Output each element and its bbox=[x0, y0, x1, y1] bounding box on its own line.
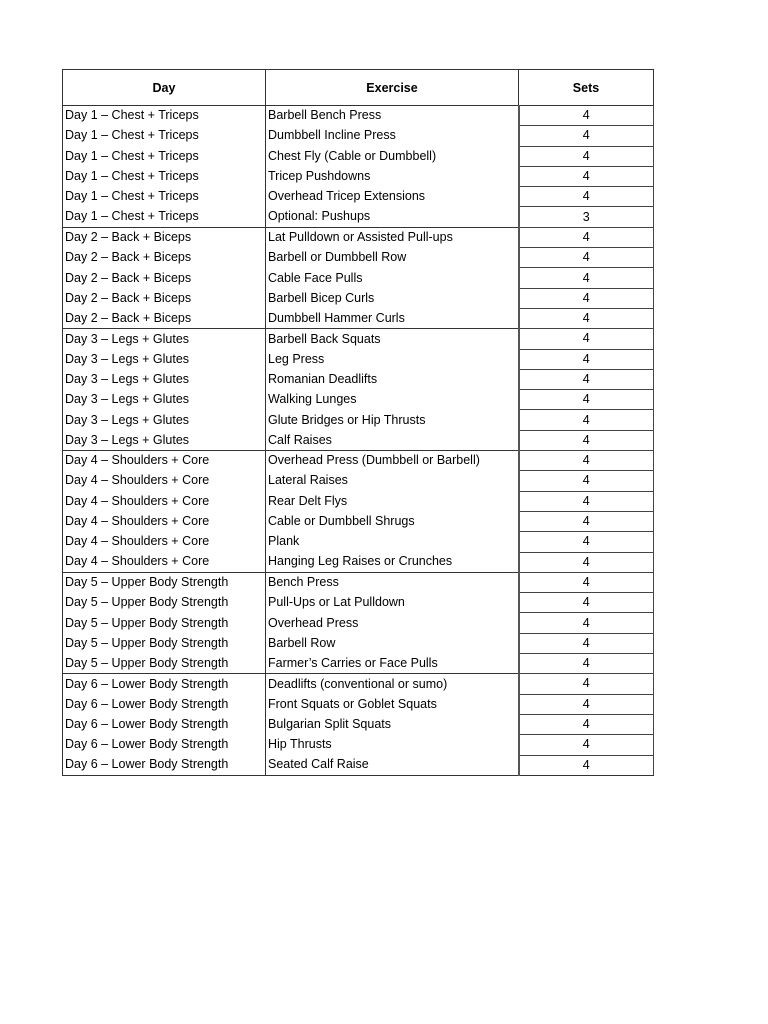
sets-cell: 4 bbox=[519, 593, 654, 613]
day-cell: Day 6 – Lower Body Strength bbox=[63, 755, 266, 775]
exercise-cell: Bulgarian Split Squats bbox=[266, 714, 519, 734]
day-cell: Day 4 – Shoulders + Core bbox=[63, 532, 266, 552]
table-row bbox=[63, 146, 654, 166]
table-row bbox=[63, 390, 654, 410]
day-cell: Day 1 – Chest + Triceps bbox=[63, 207, 266, 227]
exercise-cell: Calf Raises bbox=[266, 430, 519, 450]
sets-cell: 4 bbox=[519, 714, 654, 734]
exercise-cell: Barbell Bicep Curls bbox=[266, 288, 519, 308]
sets-cell: 4 bbox=[519, 146, 654, 166]
day-cell: Day 4 – Shoulders + Core bbox=[63, 451, 266, 471]
day-cell: Day 5 – Upper Body Strength bbox=[63, 633, 266, 653]
table-row bbox=[63, 106, 654, 126]
exercise-cell: Hip Thrusts bbox=[266, 735, 519, 755]
day-cell: Day 1 – Chest + Triceps bbox=[63, 106, 266, 126]
table-row bbox=[63, 166, 654, 186]
exercise-cell: Tricep Pushdowns bbox=[266, 166, 519, 186]
table-row bbox=[63, 471, 654, 491]
day-cell: Day 2 – Back + Biceps bbox=[63, 227, 266, 247]
day-cell: Day 2 – Back + Biceps bbox=[63, 268, 266, 288]
sets-cell: 4 bbox=[519, 329, 654, 349]
day-cell: Day 5 – Upper Body Strength bbox=[63, 593, 266, 613]
table-row bbox=[63, 714, 654, 734]
sets-cell: 4 bbox=[519, 552, 654, 572]
exercise-cell: Romanian Deadlifts bbox=[266, 369, 519, 389]
day-cell: Day 6 – Lower Body Strength bbox=[63, 694, 266, 714]
sets-cell: 4 bbox=[519, 369, 654, 389]
sets-cell: 4 bbox=[519, 248, 654, 268]
exercise-cell: Dumbbell Hammer Curls bbox=[266, 308, 519, 328]
table-row bbox=[63, 227, 654, 247]
day-cell: Day 6 – Lower Body Strength bbox=[63, 735, 266, 755]
table-row bbox=[63, 613, 654, 633]
exercise-cell: Leg Press bbox=[266, 349, 519, 369]
day-cell: Day 3 – Legs + Glutes bbox=[63, 430, 266, 450]
table-row bbox=[63, 572, 654, 592]
exercise-cell: Cable Face Pulls bbox=[266, 268, 519, 288]
table-row bbox=[63, 248, 654, 268]
table-row bbox=[63, 207, 654, 227]
exercise-cell: Barbell Back Squats bbox=[266, 329, 519, 349]
day-cell: Day 4 – Shoulders + Core bbox=[63, 511, 266, 531]
sets-cell: 4 bbox=[519, 755, 654, 775]
header-row bbox=[63, 70, 654, 106]
sets-cell: 4 bbox=[519, 491, 654, 511]
sets-cell: 4 bbox=[519, 511, 654, 531]
day-cell: Day 2 – Back + Biceps bbox=[63, 248, 266, 268]
exercise-cell: Dumbbell Incline Press bbox=[266, 126, 519, 146]
table-row bbox=[63, 593, 654, 613]
sets-cell: 4 bbox=[519, 187, 654, 207]
exercise-cell: Farmer’s Carries or Face Pulls bbox=[266, 654, 519, 674]
exercise-cell: Cable or Dumbbell Shrugs bbox=[266, 511, 519, 531]
exercise-cell: Bench Press bbox=[266, 572, 519, 592]
day-cell: Day 3 – Legs + Glutes bbox=[63, 390, 266, 410]
sets-cell: 4 bbox=[519, 451, 654, 471]
exercise-cell: Barbell Bench Press bbox=[266, 106, 519, 126]
sets-cell: 4 bbox=[519, 572, 654, 592]
exercise-cell: Pull-Ups or Lat Pulldown bbox=[266, 593, 519, 613]
sets-cell: 4 bbox=[519, 694, 654, 714]
day-cell: Day 1 – Chest + Triceps bbox=[63, 166, 266, 186]
sets-cell: 4 bbox=[519, 126, 654, 146]
sets-cell: 4 bbox=[519, 390, 654, 410]
table-row bbox=[63, 410, 654, 430]
table-row bbox=[63, 430, 654, 450]
sets-cell: 4 bbox=[519, 349, 654, 369]
table-row bbox=[63, 491, 654, 511]
sets-cell: 4 bbox=[519, 430, 654, 450]
table-row bbox=[63, 268, 654, 288]
sets-cell: 4 bbox=[519, 532, 654, 552]
sets-cell: 4 bbox=[519, 166, 654, 186]
header-exercise: Exercise bbox=[266, 70, 519, 106]
table-row bbox=[63, 126, 654, 146]
header-sets: Sets bbox=[519, 70, 654, 106]
sets-cell: 4 bbox=[519, 268, 654, 288]
day-cell: Day 1 – Chest + Triceps bbox=[63, 187, 266, 207]
day-cell: Day 2 – Back + Biceps bbox=[63, 288, 266, 308]
day-cell: Day 3 – Legs + Glutes bbox=[63, 349, 266, 369]
table-row bbox=[63, 369, 654, 389]
sets-cell: 4 bbox=[519, 308, 654, 328]
day-cell: Day 3 – Legs + Glutes bbox=[63, 410, 266, 430]
sets-cell: 4 bbox=[519, 288, 654, 308]
day-cell: Day 4 – Shoulders + Core bbox=[63, 491, 266, 511]
exercise-cell: Walking Lunges bbox=[266, 390, 519, 410]
table-row bbox=[63, 654, 654, 674]
day-cell: Day 1 – Chest + Triceps bbox=[63, 126, 266, 146]
exercise-cell: Optional: Pushups bbox=[266, 207, 519, 227]
sets-cell: 4 bbox=[519, 654, 654, 674]
day-cell: Day 1 – Chest + Triceps bbox=[63, 146, 266, 166]
day-cell: Day 4 – Shoulders + Core bbox=[63, 552, 266, 572]
header-day: Day bbox=[63, 70, 266, 106]
exercise-cell: Lat Pulldown or Assisted Pull-ups bbox=[266, 227, 519, 247]
table-row bbox=[63, 308, 654, 328]
exercise-cell: Barbell or Dumbbell Row bbox=[266, 248, 519, 268]
sets-cell: 4 bbox=[519, 227, 654, 247]
day-cell: Day 5 – Upper Body Strength bbox=[63, 613, 266, 633]
day-cell: Day 6 – Lower Body Strength bbox=[63, 714, 266, 734]
exercise-cell: Overhead Press (Dumbbell or Barbell) bbox=[266, 451, 519, 471]
exercise-cell: Glute Bridges or Hip Thrusts bbox=[266, 410, 519, 430]
exercise-cell: Seated Calf Raise bbox=[266, 755, 519, 775]
table-body bbox=[63, 106, 654, 776]
exercise-cell: Front Squats or Goblet Squats bbox=[266, 694, 519, 714]
table-row bbox=[63, 755, 654, 775]
table-row bbox=[63, 633, 654, 653]
day-cell: Day 3 – Legs + Glutes bbox=[63, 329, 266, 349]
exercise-cell: Deadlifts (conventional or sumo) bbox=[266, 674, 519, 694]
sets-cell: 4 bbox=[519, 613, 654, 633]
table-row bbox=[63, 735, 654, 755]
table-row bbox=[63, 187, 654, 207]
day-cell: Day 3 – Legs + Glutes bbox=[63, 369, 266, 389]
exercise-cell: Plank bbox=[266, 532, 519, 552]
day-cell: Day 2 – Back + Biceps bbox=[63, 308, 266, 328]
exercise-cell: Hanging Leg Raises or Crunches bbox=[266, 552, 519, 572]
exercise-cell: Overhead Press bbox=[266, 613, 519, 633]
exercise-cell: Barbell Row bbox=[266, 633, 519, 653]
exercise-cell: Rear Delt Flys bbox=[266, 491, 519, 511]
workout-table-container bbox=[62, 69, 653, 776]
exercise-cell: Overhead Tricep Extensions bbox=[266, 187, 519, 207]
sets-cell: 4 bbox=[519, 410, 654, 430]
sets-cell: 4 bbox=[519, 106, 654, 126]
table-row bbox=[63, 349, 654, 369]
table-row bbox=[63, 288, 654, 308]
sets-cell: 4 bbox=[519, 633, 654, 653]
day-cell: Day 5 – Upper Body Strength bbox=[63, 654, 266, 674]
table-row bbox=[63, 694, 654, 714]
table-row bbox=[63, 511, 654, 531]
table-row bbox=[63, 451, 654, 471]
sets-cell: 4 bbox=[519, 735, 654, 755]
day-cell: Day 6 – Lower Body Strength bbox=[63, 674, 266, 694]
exercise-cell: Lateral Raises bbox=[266, 471, 519, 491]
sets-cell: 3 bbox=[519, 207, 654, 227]
table-row bbox=[63, 552, 654, 572]
sets-cell: 4 bbox=[519, 674, 654, 694]
table-row bbox=[63, 329, 654, 349]
table-row bbox=[63, 674, 654, 694]
table-row bbox=[63, 532, 654, 552]
sets-cell: 4 bbox=[519, 471, 654, 491]
day-cell: Day 4 – Shoulders + Core bbox=[63, 471, 266, 491]
workout-table bbox=[62, 69, 654, 776]
exercise-cell: Chest Fly (Cable or Dumbbell) bbox=[266, 146, 519, 166]
day-cell: Day 5 – Upper Body Strength bbox=[63, 572, 266, 592]
